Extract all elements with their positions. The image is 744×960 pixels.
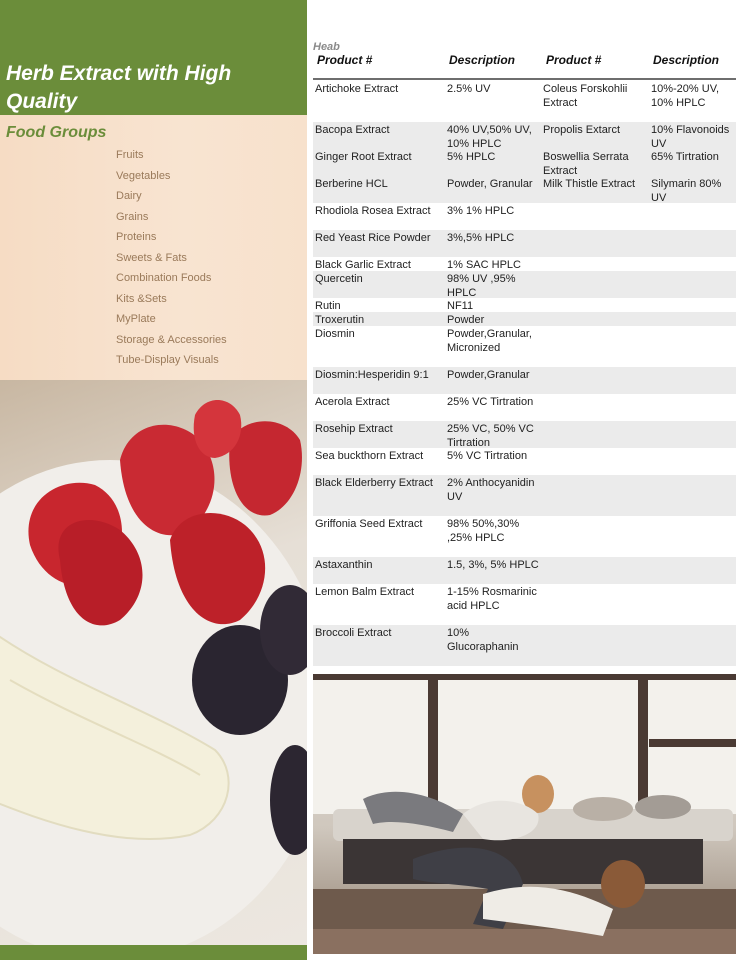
product-name: Sea buckthorn Extract: [315, 450, 424, 462]
product-description: 98% 50%,30% ,25% HPLC: [447, 518, 520, 544]
table-row: [313, 257, 736, 271]
food-groups-title: Food Groups: [6, 124, 107, 141]
table-row: [313, 176, 736, 203]
product-name: Rosehip Extract: [315, 423, 393, 435]
product-name: Rhodiola Rosea Extract: [315, 205, 431, 217]
product-description: Powder, Granular: [447, 178, 533, 190]
header-description-2: Description: [653, 53, 720, 67]
table-row: [313, 421, 736, 448]
table-row: [313, 516, 736, 557]
food-group-storage-accessories[interactable]: Storage & Accessories: [116, 333, 227, 346]
table-row: [313, 557, 736, 584]
food-group-combination-foods[interactable]: Combination Foods: [116, 272, 212, 284]
product-description: 25% VC, 50% VC Tirtration: [447, 423, 534, 448]
product-name: Red Yeast Rice Powder: [315, 232, 431, 244]
food-group-vegetables[interactable]: Vegetables: [116, 169, 171, 182]
product-description: Powder,Granular: [447, 369, 530, 381]
product-description: 1% SAC HPLC: [447, 259, 521, 271]
table-row: [313, 230, 736, 257]
food-group-tube-display-visuals[interactable]: Tube-Display Visuals: [116, 354, 219, 366]
product-name-2: Coleus Forskohlii Extract: [543, 83, 628, 109]
brand-title: Herb Extract with High Quality: [6, 62, 232, 113]
food-group-sweets-fats[interactable]: Sweets & Fats: [116, 251, 187, 264]
product-description: Powder: [447, 314, 485, 326]
product-description: 25% VC Tirtration: [447, 396, 534, 408]
product-name: Diosmin: [315, 328, 355, 340]
product-description: 1.5, 3%, 5% HPLC: [447, 559, 539, 571]
product-description: 3%,5% HPLC: [447, 232, 515, 244]
product-name: Ginger Root Extract: [315, 151, 412, 163]
food-group-myplate[interactable]: MyPlate: [116, 313, 156, 325]
header-rule: [313, 78, 736, 80]
fitness-photo: [313, 674, 736, 954]
fruit-photo-illustration: [0, 380, 307, 945]
table-row: [313, 149, 736, 176]
product-name: Black Elderberry Extract: [315, 477, 433, 489]
food-group-dairy[interactable]: Dairy: [116, 190, 142, 202]
product-description: 3% 1% HPLC: [447, 205, 515, 217]
product-description: Powder,Granular, Micronized: [447, 328, 532, 354]
food-group-grains[interactable]: Grains: [116, 210, 149, 223]
product-description: 5% VC Tirtration: [447, 450, 528, 462]
header-description-1: Description: [449, 53, 516, 67]
product-description-2: 10% Flavonoids UV: [651, 124, 730, 149]
food-group-fruits[interactable]: Fruits: [116, 149, 144, 161]
table-caption: Heab: [313, 41, 340, 53]
product-name: Rutin: [315, 300, 341, 312]
product-name-2: Propolis Extarct: [543, 124, 621, 136]
product-name: Bacopa Extract: [315, 124, 390, 136]
product-description-2: Silymarin 80% UV: [651, 178, 722, 203]
product-name: Black Garlic Extract: [315, 259, 411, 271]
product-name-2: Milk Thistle Extract: [543, 178, 636, 190]
table-row: [313, 203, 736, 230]
table-row: [313, 584, 736, 625]
table-row: [313, 312, 736, 326]
table-row: [313, 326, 736, 367]
fruit-photo: [0, 380, 307, 945]
table-row: [313, 367, 736, 394]
product-description-2: 10%-20% UV, 10% HPLC: [651, 83, 720, 109]
product-description: 10% Glucoraphanin: [447, 627, 519, 653]
product-name: Acerola Extract: [315, 396, 390, 408]
table-row: [313, 448, 736, 475]
product-description: 98% UV ,95% HPLC: [447, 273, 516, 298]
left-panel: [0, 0, 307, 960]
food-group-kits-sets[interactable]: Kits &Sets: [116, 292, 167, 305]
product-name: Artichoke Extract: [315, 83, 399, 95]
header-product-1: Product #: [317, 53, 373, 67]
product-name: Griffonia Seed Extract: [315, 518, 423, 530]
product-name-2: Boswellia Serrata Extract: [543, 151, 629, 176]
product-description: 40% UV,50% UV, 10% HPLC: [447, 124, 532, 149]
product-table: [313, 81, 736, 666]
product-name: Quercetin: [315, 273, 363, 285]
fitness-photo-illustration: [313, 674, 736, 954]
product-name: Astaxanthin: [315, 559, 373, 571]
header-product-2: Product #: [546, 53, 602, 67]
product-name: Troxerutin: [315, 314, 365, 326]
footer-band: [0, 945, 307, 960]
product-name: Lemon Balm Extract: [315, 586, 415, 598]
table-row: [313, 475, 736, 516]
product-description: 2.5% UV: [447, 83, 491, 95]
product-description: 5% HPLC: [447, 151, 496, 163]
table-row: [313, 271, 736, 298]
table-row: [313, 122, 736, 149]
product-description: NF11: [447, 300, 474, 312]
product-description-2: 65% Tirtration: [651, 151, 719, 163]
product-name: Diosmin:Hesperidin 9:1: [315, 369, 429, 381]
food-group-proteins[interactable]: Proteins: [116, 231, 157, 243]
product-description: 1-15% Rosmarinic acid HPLC: [447, 586, 537, 612]
table-row: [313, 394, 736, 421]
product-description: 2% Anthocyanidin UV: [447, 477, 535, 503]
table-row: [313, 625, 736, 666]
product-name: Berberine HCL: [315, 178, 388, 190]
product-name: Broccoli Extract: [315, 627, 392, 639]
table-row: [313, 298, 736, 312]
food-groups-list: [116, 145, 227, 371]
table-row: [313, 81, 736, 122]
